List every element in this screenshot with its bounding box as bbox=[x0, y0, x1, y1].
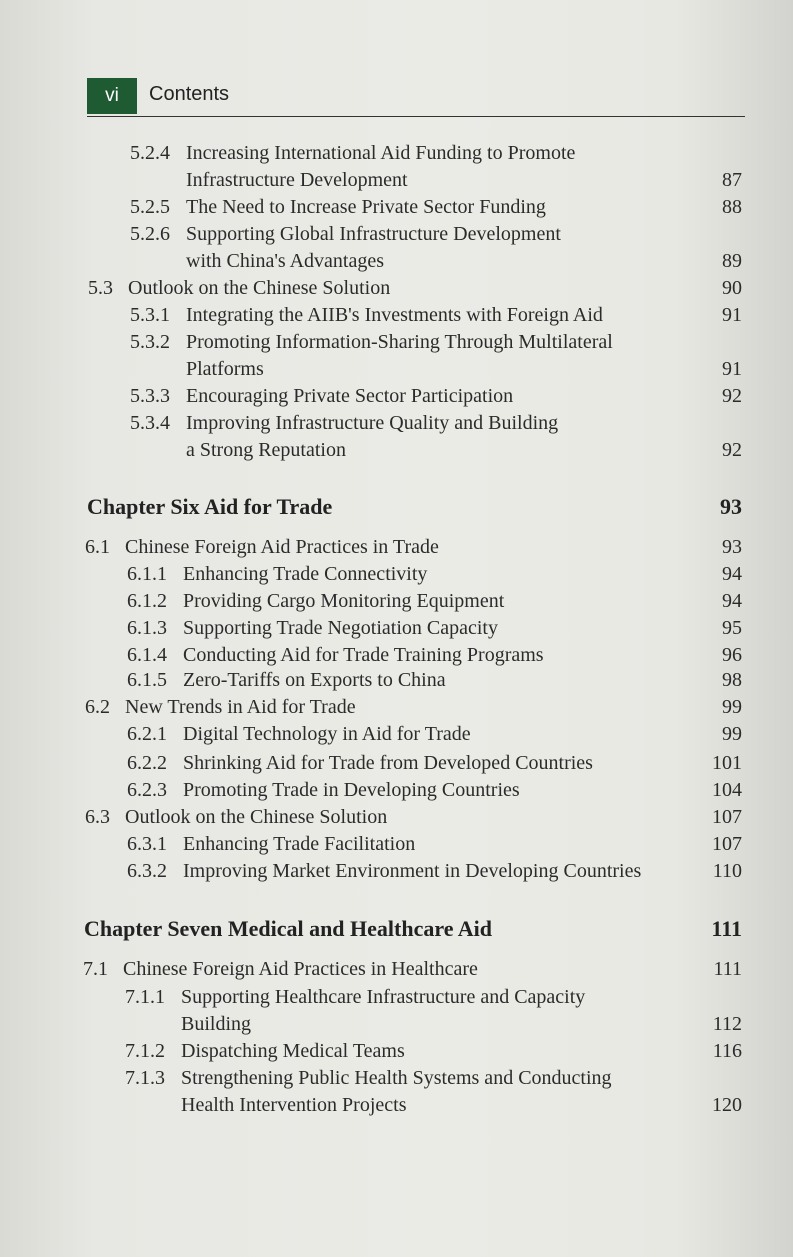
section-number: 6.1.2 bbox=[127, 590, 167, 612]
toc-entry-title: Promoting Trade in Developing Countries bbox=[183, 779, 520, 801]
toc-page-number: 104 bbox=[712, 779, 742, 801]
toc-entry-title: Integrating the AIIB's Investments with Foreign Aid bbox=[186, 304, 603, 326]
toc-page-number: 110 bbox=[712, 860, 742, 882]
toc-entry-title: a Strong Reputation bbox=[186, 439, 346, 461]
toc-page-number: 95 bbox=[722, 617, 742, 639]
section-number: 5.3.1 bbox=[130, 304, 170, 326]
section-number: 5.2.6 bbox=[130, 223, 170, 245]
header-title: Contents bbox=[149, 83, 230, 105]
toc-entry-title: Providing Cargo Monitoring Equipment bbox=[183, 590, 505, 612]
section-number: 6.1 bbox=[85, 536, 110, 558]
toc-page-number: 101 bbox=[712, 752, 742, 774]
toc-entry-title: Strengthening Public Health Systems and Conducting bbox=[181, 1067, 612, 1089]
section-number: 6.1.3 bbox=[127, 617, 167, 639]
chapter-page-number: 111 bbox=[711, 916, 742, 941]
toc-entry-title: Building bbox=[181, 1013, 252, 1035]
toc-entry-title: Improving Market Environment in Developing Countries bbox=[183, 860, 642, 882]
toc-entry-title: Health Intervention Projects bbox=[181, 1094, 407, 1116]
toc-page-number: 120 bbox=[712, 1094, 742, 1116]
section-number: 5.3.2 bbox=[130, 331, 170, 353]
toc-entry-title: Shrinking Aid for Trade from Developed Countries bbox=[183, 752, 593, 774]
toc-entry-title: Digital Technology in Aid for Trade bbox=[183, 723, 471, 745]
toc-entry-title: Supporting Trade Negotiation Capacity bbox=[183, 617, 498, 639]
toc-entry-title: Promoting Information-Sharing Through Multilateral bbox=[186, 331, 613, 353]
toc-entry-title: Platforms bbox=[186, 358, 264, 380]
section-number: 7.1.2 bbox=[125, 1040, 165, 1062]
toc-entry-title: The Need to Increase Private Sector Funding bbox=[186, 196, 546, 218]
section-number: 6.2.3 bbox=[127, 779, 167, 801]
toc-page-number: 91 bbox=[722, 304, 742, 326]
toc-page-number: 99 bbox=[722, 723, 742, 745]
toc-entry-title: Outlook on the Chinese Solution bbox=[125, 806, 388, 828]
section-number: 5.3 bbox=[88, 277, 113, 299]
toc-page-number: 107 bbox=[712, 806, 742, 828]
toc-entry-title: Zero-Tariffs on Exports to China bbox=[183, 669, 446, 691]
toc-page-number: 88 bbox=[722, 196, 742, 218]
section-number: 6.1.5 bbox=[127, 669, 167, 691]
page-number-badge: vi bbox=[87, 78, 137, 114]
toc-entry-title: Infrastructure Development bbox=[186, 169, 408, 191]
section-number: 7.1.1 bbox=[125, 986, 165, 1008]
section-number: 5.3.4 bbox=[130, 412, 170, 434]
toc-page-number: 92 bbox=[722, 385, 742, 407]
chapter-page-number: 93 bbox=[720, 494, 742, 519]
toc-entry-title: New Trends in Aid for Trade bbox=[125, 696, 356, 718]
toc-page-number: 92 bbox=[722, 439, 742, 461]
toc-entry-title: Enhancing Trade Connectivity bbox=[183, 563, 428, 585]
toc-page-number: 112 bbox=[712, 1013, 742, 1035]
toc-page-number: 107 bbox=[712, 833, 742, 855]
toc-page-number: 111 bbox=[713, 958, 742, 980]
toc-entry-title: Supporting Healthcare Infrastructure and Capacity bbox=[181, 986, 586, 1008]
toc-entry-title: with China's Advantages bbox=[186, 250, 385, 272]
toc-entry-title: Chinese Foreign Aid Practices in Healthcare bbox=[123, 958, 478, 980]
toc-entry-title: Increasing International Aid Funding to Promote bbox=[186, 142, 576, 164]
section-number: 5.3.3 bbox=[130, 385, 170, 407]
toc-entry-title: Improving Infrastructure Quality and Building bbox=[186, 412, 559, 434]
toc-page-number: 96 bbox=[722, 644, 742, 666]
toc-page-number: 94 bbox=[722, 563, 742, 585]
section-number: 5.2.4 bbox=[130, 142, 170, 164]
toc-entry-title: Conducting Aid for Trade Training Programs bbox=[183, 644, 544, 666]
section-number: 6.3.1 bbox=[127, 833, 167, 855]
toc-page-number: 99 bbox=[722, 696, 742, 718]
toc-page-number: 87 bbox=[722, 169, 742, 191]
toc-entry-title: Chinese Foreign Aid Practices in Trade bbox=[125, 536, 439, 558]
section-number: 5.2.5 bbox=[130, 196, 170, 218]
toc-entry-title: Enhancing Trade Facilitation bbox=[183, 833, 416, 855]
toc-page-number: 94 bbox=[722, 590, 742, 612]
section-number: 6.2 bbox=[85, 696, 110, 718]
toc-page-number: 98 bbox=[722, 669, 742, 691]
toc-entry-title: Dispatching Medical Teams bbox=[181, 1040, 405, 1062]
section-number: 6.3.2 bbox=[127, 860, 167, 882]
toc-page-number: 116 bbox=[712, 1040, 742, 1062]
toc-entry-title: Encouraging Private Sector Participation bbox=[186, 385, 514, 407]
toc-entry-title: Supporting Global Infrastructure Development bbox=[186, 223, 561, 245]
chapter-heading: Chapter Seven Medical and Healthcare Aid bbox=[84, 916, 493, 941]
section-number: 6.2.2 bbox=[127, 752, 167, 774]
section-number: 6.3 bbox=[85, 806, 110, 828]
section-number: 6.2.1 bbox=[127, 723, 167, 745]
toc-page-number: 93 bbox=[722, 536, 742, 558]
section-number: 6.1.4 bbox=[127, 644, 167, 666]
toc-page-number: 89 bbox=[722, 250, 742, 272]
chapter-heading: Chapter Six Aid for Trade bbox=[87, 494, 333, 519]
section-number: 7.1.3 bbox=[125, 1067, 165, 1089]
toc-page-number: 91 bbox=[722, 358, 742, 380]
toc-entry-title: Outlook on the Chinese Solution bbox=[128, 277, 391, 299]
section-number: 7.1 bbox=[83, 958, 108, 980]
section-number: 6.1.1 bbox=[127, 563, 167, 585]
toc-page-number: 90 bbox=[722, 277, 742, 299]
